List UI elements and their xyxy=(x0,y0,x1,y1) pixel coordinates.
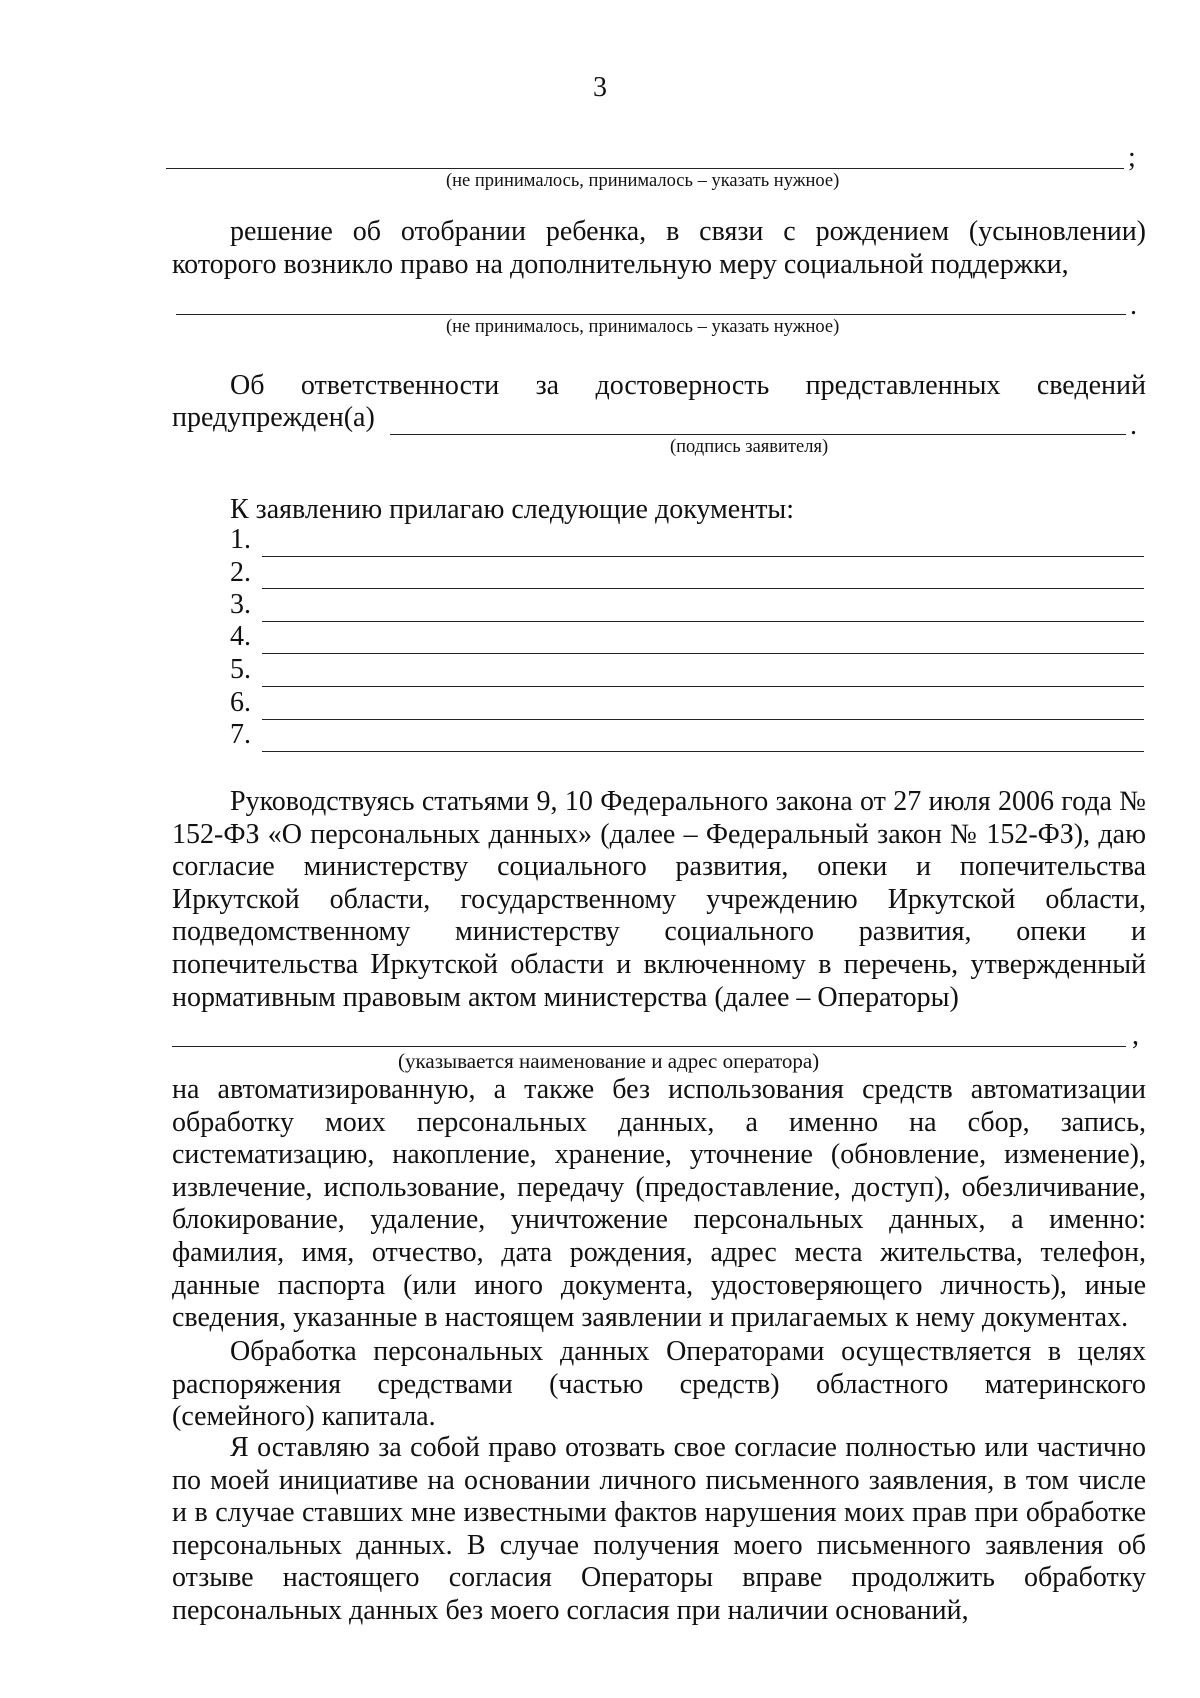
consent-paragraph-4: Я оставляю за собой право отозвать свое согласие полностью или частично по моей инициативе на основании личного письменного заявления, в том числе и в случае ставших мне известными фактов нарушения моих прав при обработке персональных данных. В случае получения моего письменного заявления об отзыве настоящего согласия Операторы вправе продолжить обработку персональных данных без моего согласия при наличии оснований, xyxy=(172,1432,1146,1626)
document-fill-line xyxy=(262,719,1144,720)
document-fill-line xyxy=(262,686,1144,687)
document-item-number: 6. xyxy=(230,687,251,718)
comma: , xyxy=(1132,1020,1139,1051)
caption-decision-2: (не принималось, принималось – указать нужное) xyxy=(446,317,840,337)
semicolon: ; xyxy=(1128,142,1136,173)
caption-decision-1: (не принималось, принималось – указать нужное) xyxy=(446,171,840,191)
period: . xyxy=(1130,410,1137,441)
document-fill-line xyxy=(262,621,1144,622)
documents-heading: К заявлению прилагаю следующие документы: xyxy=(230,494,795,525)
document-item-number: 5. xyxy=(230,654,251,685)
fill-line-decision-2 xyxy=(176,314,1126,315)
consent-paragraph-2: на автоматизированную, а также без использования средств автоматизации обработку моих персональных данных, а именно на сбор, запись, систематизацию, накопление, хранение, уточнение (обновление, изменение), извлечение, использование, передачу (предоставление, доступ), обезличивание, блокирование, удаление, уничтожение персональных данных, а именно: фамилия, имя, отчество, дата рождения, адрес места жительства, телефон, данные паспорта (или иного документа, удостоверяющего личность), иные сведения, указанные в настоящем заявлении и прилагаемых к нему документах. xyxy=(172,1074,1146,1334)
document-item-number: 3. xyxy=(230,589,251,620)
document-item-number: 2. xyxy=(230,557,251,588)
document-fill-line xyxy=(262,588,1144,589)
document-fill-line xyxy=(262,653,1144,654)
consent-paragraph-1: Руководствуясь статьями 9, 10 Федерального закона от 27 июля 2006 года № 152-ФЗ «О персональных данных» (далее – Федеральный закон № 152-ФЗ), даю согласие министерству социального развития, опеки и попечительства Иркутской области, государственному учреждению Иркутской области, подведомственному министерству социального развития, опеки и попечительства Иркутской области и включенному в перечень, утвержденный нормативным правовым актом министерства (далее – Операторы) xyxy=(172,786,1146,1013)
consent-paragraph-3: Обработка персональных данных Операторами осуществляется в целях распоряжения средствами (частью средств) областного материнского (семейного) капитала. xyxy=(172,1336,1146,1433)
document-fill-line xyxy=(262,556,1144,557)
document-item-number: 4. xyxy=(230,621,251,652)
document-item-number: 7. xyxy=(230,719,251,750)
period: . xyxy=(1130,290,1137,321)
document-fill-line xyxy=(262,751,1144,752)
responsibility-text: Об ответственности за достоверность представленных сведений xyxy=(230,370,1146,401)
operator-fill-line xyxy=(172,1046,1126,1047)
caption-signature: (подпись заявителя) xyxy=(670,437,829,457)
warned-label: предупрежден(а) xyxy=(172,402,375,433)
fill-line-decision-1 xyxy=(166,168,1124,169)
caption-operator: (указывается наименование и адрес оператора) xyxy=(398,1049,820,1073)
document-item-number: 1. xyxy=(230,524,251,555)
page-number: 3 xyxy=(593,72,607,103)
signature-line xyxy=(390,434,1126,435)
decision-removal-text: решение об отобрании ребенка, в связи с рождением (усыновлении) которого возникло право на дополнительную меру социальной поддержки, xyxy=(172,216,1146,280)
